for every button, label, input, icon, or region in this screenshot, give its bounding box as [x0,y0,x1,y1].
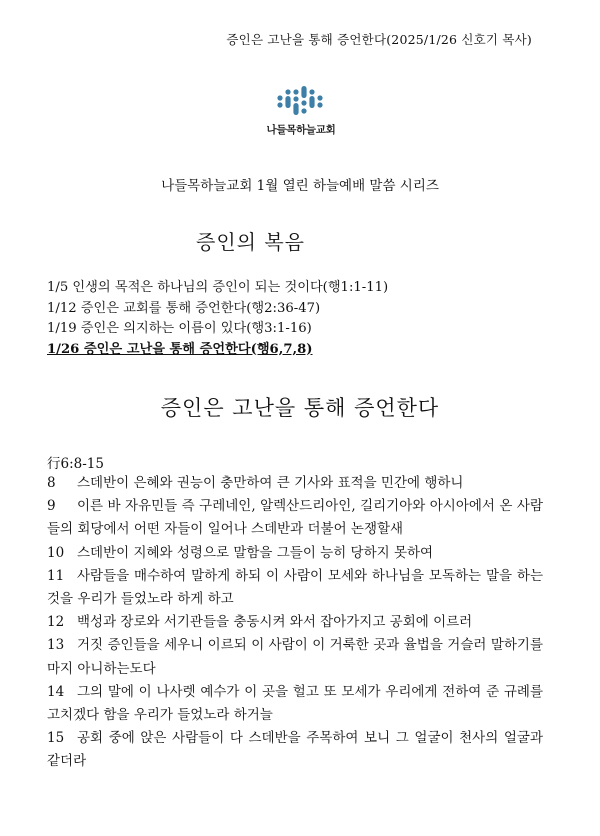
verse-number: 10 [47,544,65,561]
verse-text: 이른 바 자유민들 즉 구레네인, 알렉산드리아인, 길리기아와 아시아에서 온 사람들의 회당에서 어떤 자들이 일어나 스데반과 더불어 논쟁할새 [47,498,543,538]
verse-number: 13 [47,637,65,654]
church-logo-icon [269,84,333,116]
running-header: 증인은 고난을 통해 증언한다(2025/1/26 신호기 목사) [226,32,532,47]
scripture-passage [47,472,543,774]
church-name: 나들목하늘교회 [266,124,336,136]
verse-text: 스데반이 은혜와 권능이 충만하여 큰 기사와 표적을 민간에 행하니 [77,475,464,491]
sermon-item: 1/12 증인은 교회를 통해 증언한다(행2:36-47) [47,300,321,316]
verse-text: 거짓 증인들을 세우니 이르되 이 사람이 이 거룩한 곳과 율법을 거슬러 말하기를 마지 아니하는도다 [47,637,543,677]
scripture-reference: 行6:8-15 [47,456,104,472]
verse-number: 14 [47,683,65,700]
verse-number: 15 [47,730,65,747]
verse-text: 그의 말에 이 나사렛 예수가 이 곳을 헐고 또 모세가 우리에게 전하여 준 규례를 고치겠다 함을 우리가 들었노라 하거늘 [47,683,543,724]
verse-text: 스데반이 지혜와 성령으로 말함을 그들이 능히 당하지 못하여 [77,544,434,561]
sermon-item: 1/19 증인은 의지하는 이름이 있다(행3:1-16) [47,321,312,336]
sermon-list [47,278,388,360]
verse [47,681,543,727]
verse-number: 8 [47,475,56,491]
sermon-item: 1/5 인생의 목적은 하나님의 증인이 되는 것이다(행1:1-11) [47,280,389,295]
verse [47,611,543,634]
verse-text: 백성과 장로와 서기관들을 충동시켜 와서 잡아가지고 공회에 이르러 [77,614,473,631]
verse-number: 9 [47,498,56,515]
church-logo [258,84,344,137]
verse [47,542,543,565]
sermon-item-current: 1/26 증인은 고난을 통해 증언한다(행6,7,8) [47,341,313,357]
series-title: 나들목하늘교회 1월 열린 하늘예배 말씀 시리즈 [161,178,439,194]
sermon-title: 증인은 고난을 통해 증언한다 [160,396,440,420]
verse [47,727,543,773]
verse-number: 11 [47,567,65,584]
verse-number: 12 [47,614,65,631]
verse [47,565,543,611]
verse [47,495,543,541]
verse [47,634,543,680]
verse-text: 공회 중에 앉은 사람들이 다 스데반을 주목하여 보니 그 얼굴이 천사의 얼굴과 같더라 [47,730,543,770]
verse [47,472,543,495]
series-subtitle: 증인의 복음 [196,230,305,254]
verse-text: 사람들을 매수하여 말하게 하되 이 사람이 모세와 하나님을 모독하는 말을 하는 것을 우리가 들었노라 하게 하고 [47,567,543,608]
